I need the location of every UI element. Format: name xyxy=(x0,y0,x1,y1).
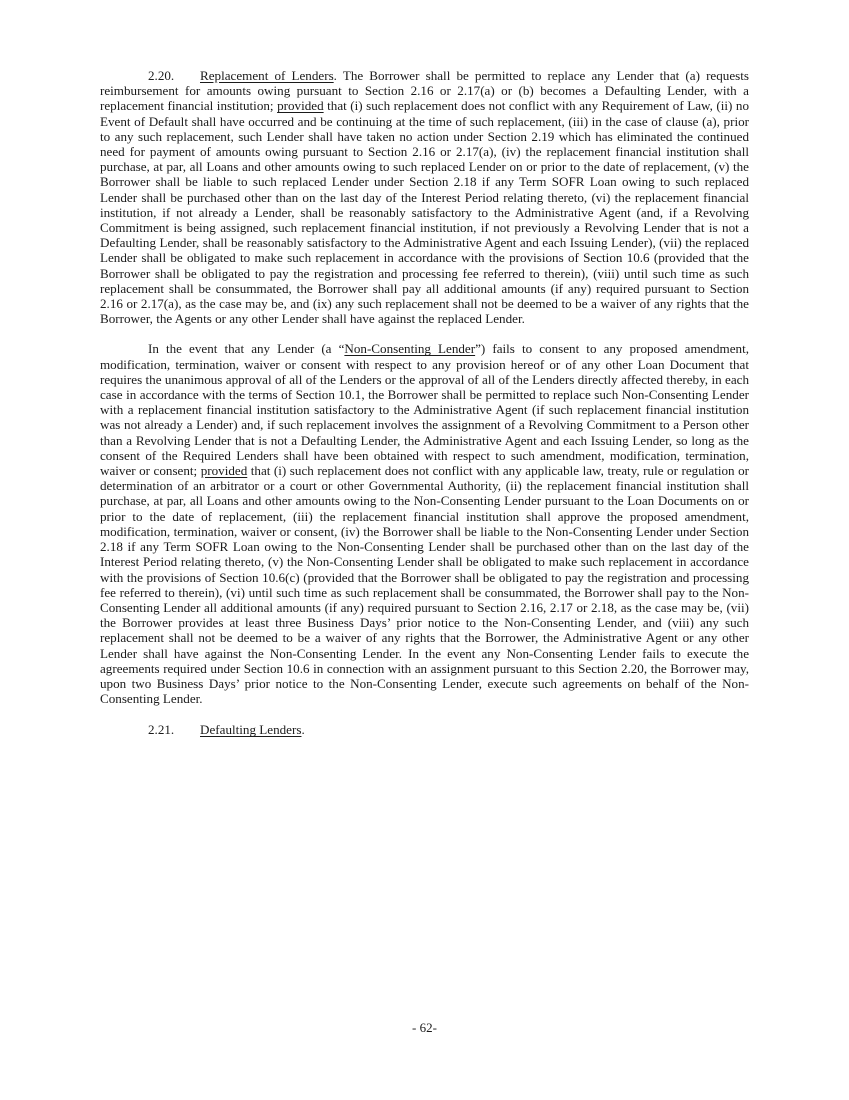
non-consenting-lender-paragraph xyxy=(100,341,749,706)
page-number: - 62- xyxy=(412,1020,437,1035)
section-title: Replacement of Lenders xyxy=(200,68,334,83)
paragraph-text: that (i) such replacement does not conflict with any applicable law, treaty, rule or regulation or determination of an arbitrator or a court or other Governmental Authority, (ii) the replacement financial institution shall purchase, at par, all Loans and other amounts owing to the Non-Consenting Lender pursuant to the Loan Documents on or prior to the date of replacement, (iii) the replacement financial institution shall approve the proposed amendment, modification, termination, waiver or consent, (iv) the Borrower shall be liable to the Non-Consenting Lender under Section 2.18 if any Term SOFR Loan owing to the Non-Consenting Lender shall be purchased other than on the last day of the Interest Period relating thereto, (v) the Non-Consenting Lender shall be obligated to make such replacement in accordance with the provisions of Section 10.6(c) (provided that the Borrower shall be obligated to pay the registration and processing fee referred to therein), (vi) until such time as such replacement shall be consummated, the Borrower shall pay to the Non-Consenting Lender all additional amounts (if any) required pursuant to Section 2.16, 2.17 or 2.18, as the case may be, (vii) the Borrower provides at least three Business Days’ prior notice to the Non-Consenting Lender, and (viii) any such replacement shall not be deemed to be a waiver of any rights that the Borrower, the Administrative Agent or any other Lender shall have against the Non-Consenting Lender. In the event any Non-Consenting Lender fails to execute the agreements required under Section 10.6 in connection with an assignment pursuant to this Section 2.20, the Borrower may, upon two Business Days’ prior notice to the Non-Consenting Lender, execute such agreements on behalf of the Non-Consenting Lender. xyxy=(100,463,749,707)
section-text: . The Borrower shall be permitted to replace any Lender that (a) requests reimbursement for amounts owing pursuant to Section 2.16 or 2.17(a) or (b) becomes a Defaulting Lender, with a replacement financial institution; xyxy=(100,68,749,114)
section-title: Defaulting Lenders xyxy=(200,722,302,738)
section-number: 2.21. xyxy=(148,722,175,738)
section-2-21-heading xyxy=(100,722,749,737)
section-2-20-paragraph xyxy=(100,68,749,326)
document-page xyxy=(100,68,749,738)
section-number: 2.20. xyxy=(148,68,175,83)
paragraph-text: ”) fails to consent to any proposed amendment, modification, termination, waiver or consent with respect to any provision hereof or of any other Loan Document that requires the unanimous approval of all of the Lenders or the approval of all of the Lenders directly affected thereby, in each case in accordance with the terms of Section 10.1, the Borrower shall be permitted to replace such Non-Consenting Lender with a replacement financial institution satisfactory to the Administrative Agent (if such replacement financial institution was not already a Lender) and, if such replacement involves the assignment of a Revolving Commitment to a Person other than a Revolving Lender that is not a Defaulting Lender, the Administrative Agent and each Issuing Lender, so long as the consent of the Required Lenders shall have been obtained with respect to such amendment, modification, termination, waiver or consent; xyxy=(100,341,749,479)
section-title-period: . xyxy=(301,722,305,738)
section-text: that (i) such replacement does not conflict with any Requirement of Law, (ii) no Event of Default shall have occurred and be continuing at the time of such replacement, (iii) in the case of clause (a), prior to any such replacement, such Lender shall have taken no action under Section 2.19 which has eliminated the continued need for payment of amounts owing pursuant to Section 2.16 or 2.17(a), (iv) the replacement financial institution shall purchase, at par, all Loans and other amounts owing to such replaced Lender on or prior to the date of replacement, (v) the Borrower shall be liable to such replaced Lender under Section 2.18 if any Term SOFR Loan owing to such replaced Lender shall be purchased other than on the last day of the Interest Period relating thereto, (vi) the replacement financial institution, if not already a Lender, shall be reasonably satisfactory to the Administrative Agent (and, if a Revolving Commitment is being assigned, such replacement financial institution, if not previously a Revolving Lender that is not a Defaulting Lender, shall be reasonably satisfactory to the Administrative Agent and each Issuing Lender), (vii) the replaced Lender shall be obligated to make such replacement in accordance with the provisions of Section 10.6 (provided that the Borrower shall be obligated to pay the registration and processing fee referred to therein), (viii) until such time as such replacement shall be consummated, the Borrower shall pay all additional amounts (if any) required pursuant to Section 2.16 or 2.17(a), as the case may be, and (ix) any such replacement shall not be deemed to be a waiver of any rights that the Borrower, the Agents or any other Lender shall have against the replaced Lender. xyxy=(100,98,750,327)
provided-term: provided xyxy=(200,463,248,479)
defined-term: Non-Consenting Lender xyxy=(344,341,476,357)
paragraph-text: In the event that any Lender (a “ xyxy=(148,341,345,357)
provided-term: provided xyxy=(277,98,324,114)
